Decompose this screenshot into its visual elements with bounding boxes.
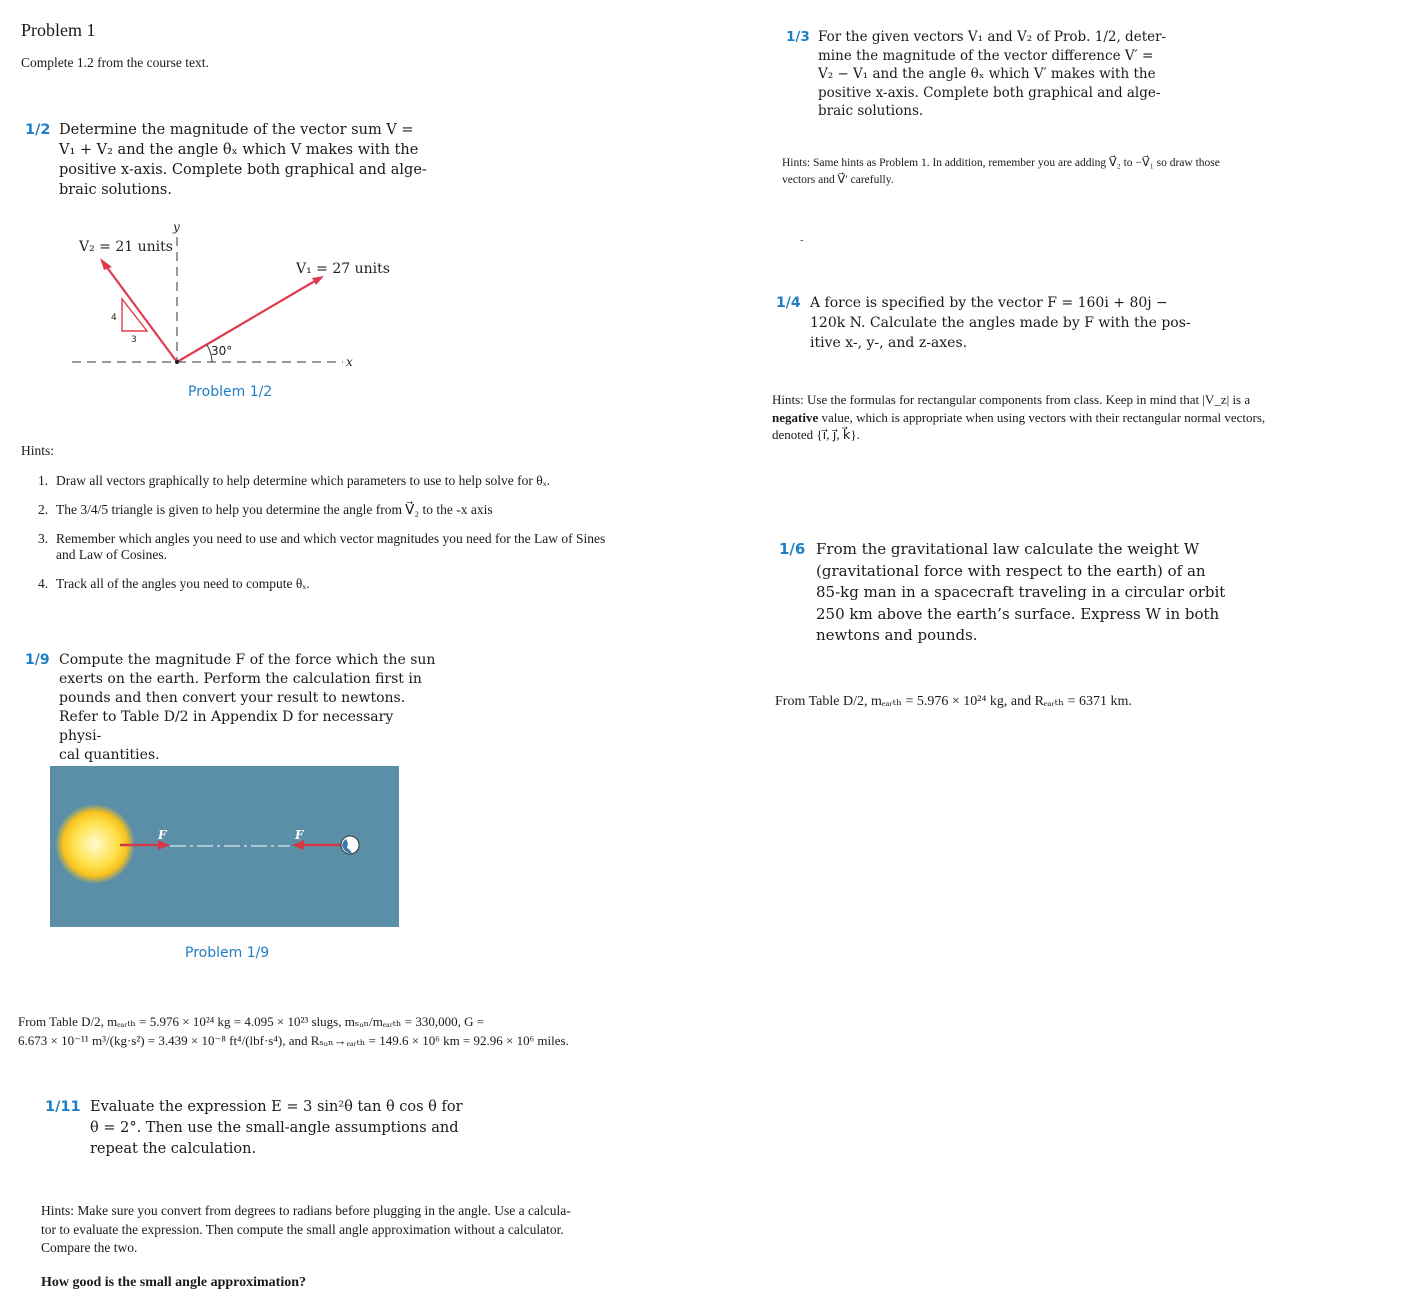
problem-line: V₁ + V₂ and the angle θₓ which V makes with the (59, 142, 419, 158)
problem-text (816, 539, 1256, 647)
vector-diagram (60, 215, 390, 380)
problem-line: itive x-, y-, and z-axes. (810, 335, 968, 351)
hint-item (38, 576, 638, 592)
problem-line: newtons and pounds. (816, 626, 978, 644)
problem-line: θ = 2°. Then use the small-angle assumptions and (90, 1120, 459, 1136)
v2-arrowhead (100, 258, 112, 270)
problem-line: From the gravitational law calculate the weight W (816, 540, 1200, 558)
hints-list (38, 473, 638, 602)
hints-1-3 (782, 155, 1382, 189)
hint-item (38, 473, 638, 489)
problem-text (810, 293, 1210, 353)
note-line: 6.673 × 10⁻¹¹ m³/(kg·s²) = 3.439 × 10⁻⁸ ft⁴/(lbf·s⁴), and Rₛᵤₙ→ₑₐᵣₜₕ = 149.6 × 10⁶ km = 92.96 × 10⁶ miles. (18, 1033, 569, 1048)
hint-bold-word: negative (772, 409, 819, 425)
hint-line: denoted {i⃗, j⃗, k⃗}. (772, 427, 860, 442)
problem-line: mine the magnitude of the vector difference V′ = (818, 47, 1154, 64)
v1-vector (177, 278, 320, 362)
hint-text: value, which is appropriate when using vectors with their rectangular normal vectors, (818, 409, 1266, 425)
problem-line: braic solutions. (818, 103, 924, 119)
v1-label: V₁ = 27 units (296, 261, 390, 277)
x-axis-label: x (346, 355, 353, 369)
problem-line: Evaluate the expression E = 3 sin²θ tan θ cos θ for (90, 1099, 463, 1115)
hint-number: 2. (38, 502, 49, 517)
problem-1-6 (779, 539, 1256, 647)
problem-text (59, 651, 439, 765)
problem-number: 1/3 (786, 29, 810, 45)
problem-number: 1/6 (779, 540, 806, 558)
hint-item (38, 531, 638, 563)
problem-line: 250 km above the earth’s surface. Express W in both (816, 604, 1220, 623)
problem-line: Refer to Table D/2 in Appendix D for necessary physi- (59, 709, 394, 744)
problem-text (59, 120, 439, 200)
hint-line: Compare the two. (41, 1240, 138, 1255)
problem-text (90, 1097, 490, 1160)
problem-line: exerts on the earth. Perform the calculation first in (59, 671, 422, 687)
problem-1-4 (776, 293, 1210, 353)
hints-title: Hints: (21, 443, 55, 458)
note-line: From Table D/2, mₑₐᵣₜₕ = 5.976 × 10²⁴ kg = 4.095 × 10²³ slugs, mₛᵤₙ/mₑₐᵣₜₕ = 330,000, G = (18, 1014, 485, 1029)
hint-line: vectors and V⃗′ carefully. (782, 174, 894, 186)
sun-earth-figure (50, 766, 399, 927)
table-data-note: From Table D/2, mₑₐᵣₜₕ = 5.976 × 10²⁴ kg, and Rₑₐᵣₜₕ = 6371 km. (775, 694, 1132, 709)
problem-line: (gravitational force with respect to the earth) of an (816, 561, 1206, 580)
triangle-side-3: 3 (131, 335, 137, 345)
hint-number: 1. (38, 473, 49, 488)
hints-1-4 (772, 391, 1392, 444)
hint-line: Hints: Use the formulas for rectangular components from class. Keep in mind that |V_z| is a (772, 392, 1251, 407)
y-axis-label: y (173, 220, 180, 234)
problem-line: braic solutions. (59, 182, 172, 198)
hint-line: tor to evaluate the expression. Then compute the small angle approximation without a calculator. (41, 1221, 564, 1237)
problem-line: V₂ − V₁ and the angle θₓ which V′ makes with the (818, 66, 1156, 82)
v2-vector (103, 262, 177, 362)
hint-line (772, 409, 1392, 427)
problem-line: Compute the magnitude F of the force which the sun (59, 652, 436, 668)
figure-caption: Problem 1/2 (188, 384, 273, 400)
force-label-left: F (158, 828, 167, 842)
hint-line: Hints: Make sure you convert from degrees to radians before plugging in the angle. Use a calcula- (41, 1203, 571, 1218)
problem-number: 1/4 (776, 295, 801, 311)
triangle-side-4: 4 (111, 313, 117, 323)
problem-1-11 (45, 1097, 490, 1160)
hints-1-11 (41, 1202, 701, 1258)
question-text: How good is the small angle approximation? (41, 1275, 306, 1290)
v2-label: V₂ = 21 units (79, 239, 173, 255)
problem-line: pounds and then convert your result to newtons. (59, 690, 406, 706)
page-title: Problem 1 (21, 20, 96, 40)
problem-line: 120k N. Calculate the angles made by F with the pos- (810, 315, 1191, 331)
problem-number: 1/2 (25, 122, 51, 138)
hint-text: The 3/4/5 triangle is given to help you determine the angle from V⃗₂ to the -x axis (56, 502, 493, 517)
hint-number: 3. (38, 531, 49, 546)
hint-text: Remember which angles you need to use and which vector magnitudes you need for the Law of Sines and Law of Cosines. (56, 531, 606, 562)
problem-1-3 (786, 28, 1178, 121)
origin-point (175, 360, 179, 364)
problem-line: cal quantities. (59, 747, 160, 763)
hint-item (38, 502, 638, 518)
hint-line: Hints: Same hints as Problem 1. In addition, remember you are adding V⃗₂ to −V⃗₁ so draw those (782, 157, 1220, 169)
hint-text: Track all of the angles you need to compute θₓ. (56, 576, 310, 591)
problem-number: 1/11 (45, 1099, 81, 1115)
table-data-note (18, 1012, 638, 1050)
dash-mark: - (800, 234, 804, 246)
force-label-right: F (295, 828, 304, 842)
problem-line: For the given vectors V₁ and V₂ of Prob. 1/2, deter- (818, 29, 1167, 45)
problem-1-9 (25, 651, 439, 765)
problem-number: 1/9 (25, 652, 50, 668)
problem-line: repeat the calculation. (90, 1141, 257, 1157)
problem-line: 85-kg man in a spacecraft traveling in a circular orbit (816, 583, 1226, 601)
problem-text (818, 28, 1178, 121)
problem-line: positive x-axis. Complete both graphical and alge- (59, 162, 427, 178)
problem-line: A force is specified by the vector F = 160i + 80j − (810, 295, 1168, 311)
problem-line: Determine the magnitude of the vector sum V = (59, 122, 414, 138)
hint-text: Draw all vectors graphically to help determine which parameters to use to help solve for θₓ. (56, 473, 550, 488)
problem-line: positive x-axis. Complete both graphical and alge- (818, 84, 1161, 101)
v1-arrowhead (312, 276, 324, 285)
figure-caption: Problem 1/9 (185, 945, 270, 961)
problem-1-2 (25, 120, 439, 200)
page-subtitle: Complete 1.2 from the course text. (21, 55, 209, 70)
hint-number: 4. (38, 576, 49, 591)
angle-label: 30° (211, 344, 233, 358)
